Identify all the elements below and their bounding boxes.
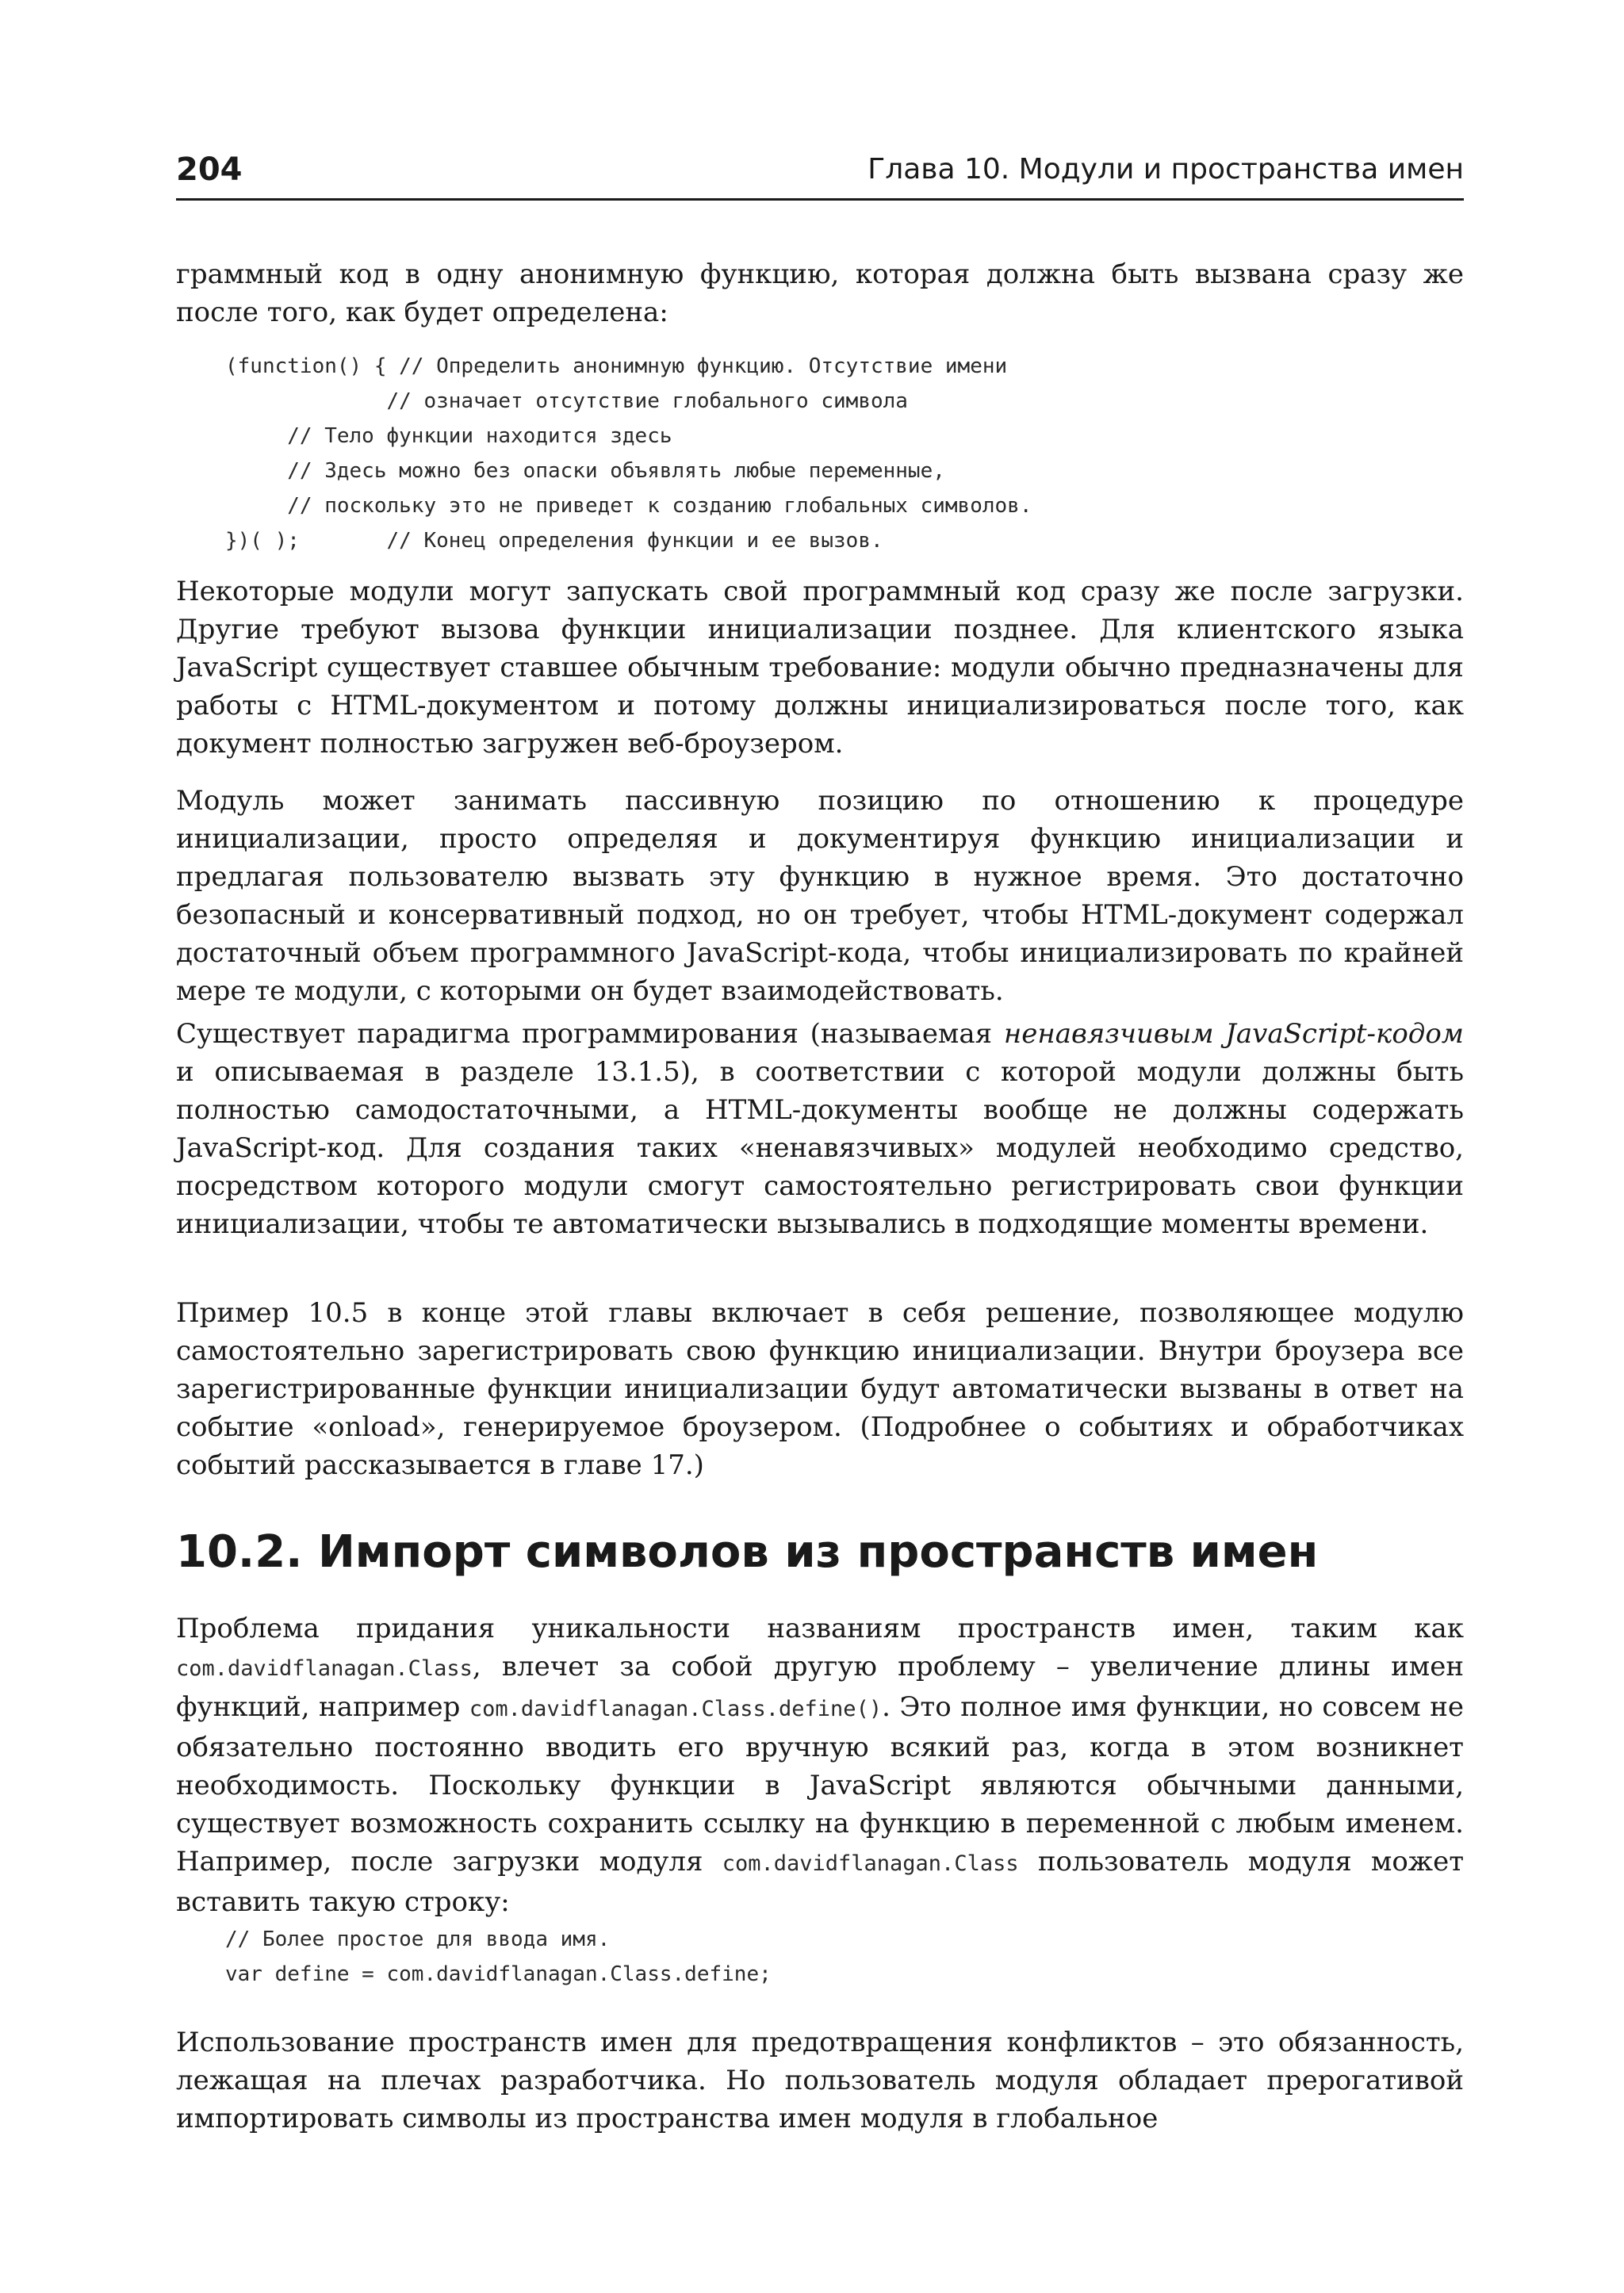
inline-code: com.davidflanagan.Class.define() (469, 1697, 883, 1721)
paragraph-namespace-responsibility: Использование пространств имен для предотвращения конфликтов – это обязанность, лежащая на плечах разработчика. Но пользователь модуля обладает прерогативой импортировать символы из пространства имен модуля в глобальное (176, 2027, 1464, 2134)
inline-code: com.davidflanagan.Class (722, 1851, 1019, 1876)
emphasis-term: ненавязчивым JavaScript-кодом (1003, 1018, 1464, 1050)
page-header (176, 147, 1464, 198)
paragraph-namespace-import (176, 1610, 1464, 1921)
code-listing-define-alias: // Более простое для ввода имя. var define = com.davidflanagan.Class.define; (225, 1927, 772, 1986)
text-fragment: Существует парадигма программирования (называемая (176, 1018, 1004, 1050)
text-fragment: пользователь модуля может вставить такую строку: (176, 1846, 1465, 1918)
paragraph-example-10-5: Пример 10.5 в конце этой главы включает в себя решение, позволяющее модулю самостоятельно зарегистрировать свою функцию инициализации. Внутри броузера все зарегистрированные функции инициализации будут автоматически вызваны в ответ на событие «onload», генерируемое броузером. (Подробнее о событиях и обработчиках событий рассказывается в главе 17.) (176, 1297, 1464, 1481)
text-fragment: , влечет за собой другую проблему – увеличение длины имен функций, например (176, 1651, 1464, 1723)
page-number: 204 (176, 151, 243, 188)
paragraph-unobtrusive-javascript (176, 1015, 1464, 1243)
text-fragment: Проблема придания уникальности названиям пространств имен, таким как (176, 1613, 1464, 1644)
section-heading: 10.2. Импорт символов из пространств имен (176, 1526, 1319, 1578)
text-fragment: . Это полное имя функции, но совсем не обязательно постоянно вводить его вручную всякий раз, когда в этом возникнет необходимость. Поскольку функции в JavaScript являются обычными данными, существует возможность сохранить ссылку на функцию в переменной с любым именем. Например, после загрузки модуля (176, 1691, 1464, 1878)
header-divider (176, 198, 1464, 201)
code-listing-anonymous-function: (function() { // Определить анонимную функцию. Отсутствие имени // означает отсутствие глобального символа // Тело функции находится здесь // Здесь можно без опаски объявлять любые переменные, // поскольку это не приведет к созданию глобальных символов. })( ); // Конец определения функции и ее вызов. (225, 354, 1032, 553)
running-title: Глава 10. Модули и пространства имен (868, 153, 1464, 186)
text-fragment: и описываемая в разделе 13.1.5), в соответствии с которой модули должны быть полностью самодостаточными, а HTML-документы вообще не должны содержать JavaScript-код. Для создания таких «ненавязчивых» модулей необходимо средство, посредством которого модули смогут самостоятельно регистрировать свои функции инициализации, чтобы те автоматически вызывались в подходящие моменты времени. (176, 1056, 1464, 1240)
inline-code: com.davidflanagan.Class (176, 1656, 473, 1681)
paragraph-continuation: граммный код в одну анонимную функцию, которая должна быть вызвана сразу же после того, как будет определена: (176, 258, 1464, 328)
paragraph-passive-initialization: Модуль может занимать пассивную позицию по отношению к процедуре инициализации, просто определяя и документируя функцию инициализации и предлагая пользователю вызвать эту функцию в нужное время. Это достаточно безопасный и консервативный подход, но он требует, чтобы HTML-документ содержал достаточный объем программного JavaScript-кода, чтобы инициализировать по крайней мере те модули, с которыми он будет взаимодействовать. (176, 785, 1464, 1007)
paragraph-module-startup: Некоторые модули могут запускать свой программный код сразу же после загрузки. Другие требуют вызова функции инициализации позднее. Для клиентского языка JavaScript существует ставшее обычным требование: модули обычно предназначены для работы с HTML-документом и потому должны инициализироваться после того, как документ полностью загружен веб-броузером. (176, 576, 1464, 760)
